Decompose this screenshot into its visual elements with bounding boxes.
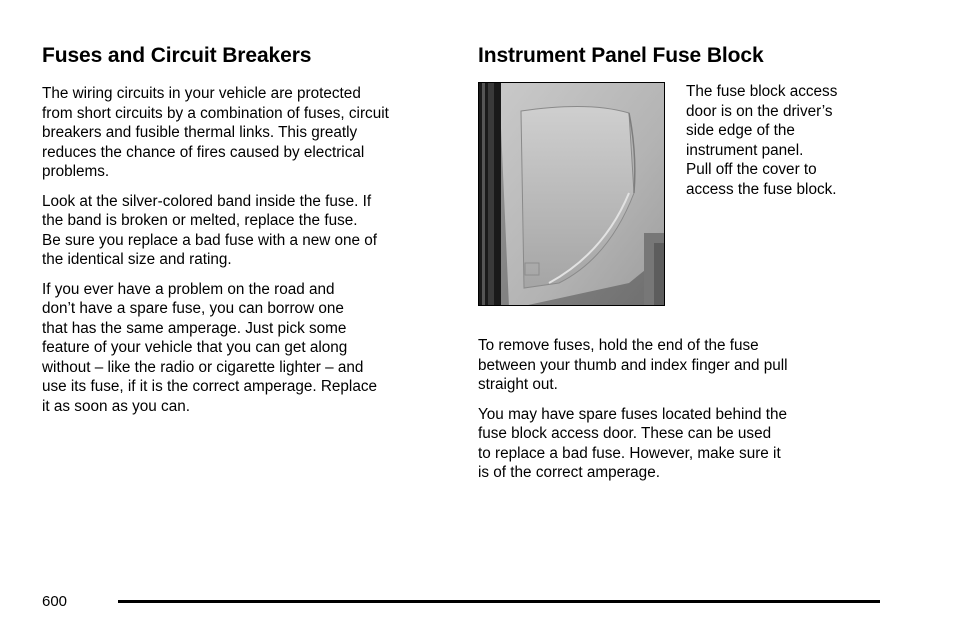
right-column — [478, 44, 888, 493]
paragraph-spare-fuses: You may have spare fuses located behind the fuse block access door. These can be used to replace a bad fuse. However, make sure it is of the correct amperage. — [478, 405, 787, 481]
paragraph-silver-band: Look at the silver-colored band inside the fuse. If the band is broken or melted, replace the fuse. Be sure you replace a bad fuse with a new one of the identical size and rating. — [42, 192, 378, 268]
section-heading-fuses: Fuses and Circuit Breakers — [42, 44, 312, 67]
fuse-block-door-photo — [478, 82, 665, 306]
page-number: 600 — [42, 593, 68, 610]
left-column — [42, 44, 444, 426]
right-body — [478, 336, 888, 483]
caption-text: The fuse block access door is on the driver’s side edge of the instrument panel. Pull off the cover to access the fuse block. — [686, 83, 838, 198]
figure-row — [478, 82, 888, 322]
photo-caption — [686, 82, 886, 199]
section-heading-fuse-block: Instrument Panel Fuse Block — [478, 44, 764, 67]
instrument-panel-illustration — [479, 83, 665, 306]
paragraph-remove-fuses: To remove fuses, hold the end of the fuse between your thumb and index finger and pull straight out. — [478, 337, 788, 393]
paragraph-spare-fuse: If you ever have a problem on the road and don’t have a spare fuse, you can borrow one that has the same amperage. Just pick some feature of your vehicle that you can get along without – like the radio or cigarette lighter – and use its fuse, if it is the correct amperage. Replace it as soon as you can. — [42, 280, 377, 415]
paragraph-wiring: The wiring circuits in your vehicle are protected from short circuits by a combination of fuses, circuit breakers and fusible thermal links. This greatly reduces the chance of fires caused by electrical problems. — [42, 85, 389, 180]
footer-rule — [118, 600, 880, 603]
